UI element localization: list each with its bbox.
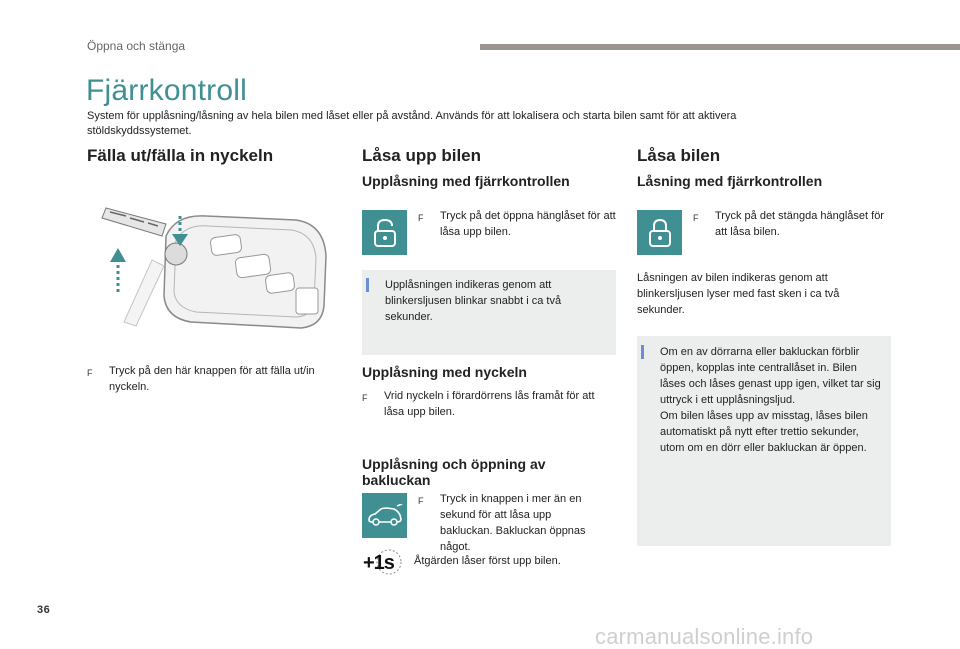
col3-note-p1: Om en av dörrarna eller bakluckan förblir öppen, kopplas inte centrallåset in. Bilen låses och låses genast upp igen, vilket tar sig uttryck i ett upplåsningsljud.	[660, 346, 881, 406]
col1-bullet-text: Tryck på den här knappen för att fälla ut/in nyckeln.	[109, 365, 315, 393]
col2-sub3-after-text: Åtgärden låser först upp bilen.	[414, 555, 561, 567]
col2-sub2-bullet	[362, 388, 617, 420]
plus-one-second-text: +1s	[363, 552, 394, 574]
col3-sub1-heading: Låsning med fjärrkontrollen	[637, 173, 823, 189]
page-title: Fjärrkontroll	[86, 74, 247, 107]
bullet-mark: F	[362, 393, 368, 403]
bullet-mark: F	[693, 213, 699, 223]
car-boot-icon	[362, 493, 407, 538]
col2-note-text: Upplåsningen indikeras genom att blinkersljusen blinkar snabbt i ca två sekunder.	[385, 279, 562, 323]
col2-sub3-bullet-text: Tryck in knappen i mer än en sekund för att låsa upp bakluckan. Bakluckan öppnas något.	[440, 493, 586, 553]
col2-sub1-heading: Upplåsning med fjärrkontrollen	[362, 173, 570, 189]
col2-sub1-bullet	[418, 208, 618, 240]
bullet-mark: F	[418, 213, 424, 223]
note-bar	[641, 345, 644, 359]
col3-heading: Låsa bilen	[637, 146, 721, 165]
col3-note-p2: Om bilen låses upp av misstag, låses bilen automatiskt på nytt efter trettio sekunder, utom om en dörr eller bakluckan är öppen.	[660, 410, 868, 454]
page-number: 36	[37, 604, 51, 616]
col2-sub3-bullet	[418, 491, 598, 555]
note-bar	[366, 278, 369, 292]
col3-note-box	[637, 336, 891, 546]
header-rule	[480, 44, 960, 50]
section-label: Öppna och stänga	[87, 39, 186, 53]
col1-heading: Fälla ut/fälla in nyckeln	[87, 146, 274, 165]
plus-one-second-icon	[362, 547, 404, 577]
col3-sub1-bullet	[693, 208, 893, 240]
col3-sub1-bullet-text: Tryck på det stängda hänglåset för att låsa bilen.	[715, 210, 884, 238]
col2-sub2-bullet-text: Vrid nyckeln i förardörrens lås framåt för att låsa upp bilen.	[384, 390, 595, 418]
col1-bullet	[87, 363, 342, 395]
unlock-padlock-icon	[362, 210, 407, 255]
col3-text: Låsningen av bilen indikeras genom att blinkersljusen lyser med fast sken i ca två sekunder.	[637, 272, 840, 316]
watermark: carmanualsonline.info	[595, 624, 814, 649]
remote-key-fob-illustration	[96, 196, 332, 336]
col3-note-text	[660, 344, 883, 456]
bullet-mark: F	[87, 368, 93, 378]
lock-padlock-icon	[637, 210, 682, 255]
col2-sub1-bullet-text: Tryck på det öppna hänglåset för att låsa upp bilen.	[440, 210, 616, 238]
col2-heading: Låsa upp bilen	[362, 146, 482, 165]
col2-note-box	[362, 270, 616, 355]
col2-sub2-heading: Upplåsning med nyckeln	[362, 364, 527, 380]
bullet-mark: F	[418, 496, 424, 506]
col2-sub3-heading: Upplåsning och öppning av bakluckan	[362, 456, 546, 488]
intro-text: System för upplåsning/låsning av hela bilen med låset eller på avstånd. Används för att lokalisera och starta bilen samt för att aktivera stöldskyddssystemet.	[87, 110, 737, 137]
